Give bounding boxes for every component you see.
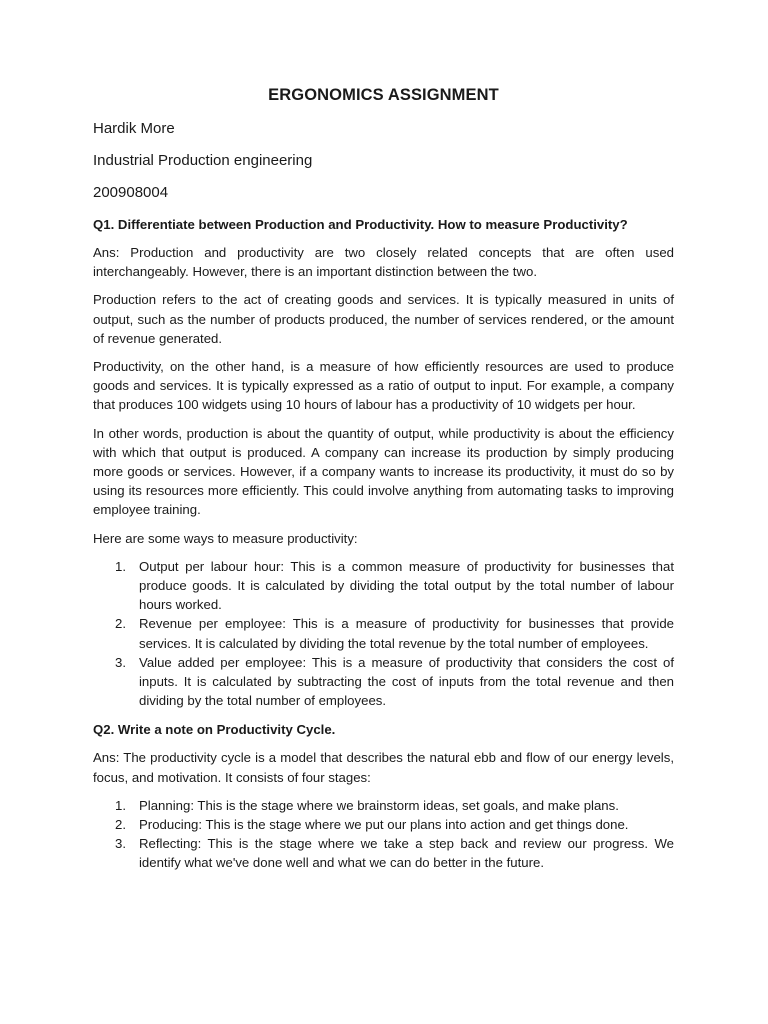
list-item: [93, 653, 674, 711]
q2-answer-paragraph: Ans: The productivity cycle is a model that describes the natural ebb and flow of our energy levels, focus, and motivation. It consists of four stages:: [93, 750, 674, 785]
document-title: ERGONOMICS ASSIGNMENT: [268, 86, 499, 104]
q1-measure-intro: Here are some ways to measure productivity:: [93, 530, 358, 546]
question-2-heading: Q2. Write a note on Productivity Cycle.: [93, 722, 336, 738]
list-item: [93, 815, 674, 834]
list-item-text: Value added per employee: This is a measure of productivity that considers the cost of inputs. It is calculated by subtracting the cost of inputs from the total revenue and then dividing by the total number of employees.: [139, 654, 674, 709]
roll-number: 200908004: [93, 184, 169, 201]
author-name: Hardik More: [93, 120, 175, 137]
q1-productivity-paragraph: Productivity, on the other hand, is a measure of how efficiently resources are used to produce goods and services. It is typically expressed as a ratio of output to input. For example, a company that produces 100 widgets using 10 hours of labour has a productivity of 10 widgets per hour.: [93, 359, 674, 413]
list-item-text: Planning: This is the stage where we brainstorm ideas, set goals, and make plans.: [139, 797, 619, 813]
list-number: 3.: [115, 654, 126, 670]
list-item: [93, 834, 674, 872]
list-number: 2.: [115, 616, 126, 632]
list-item-text: Reflecting: This is the stage where we take a step back and review our progress. We identify what we've done well and what we can do better in the future.: [139, 836, 674, 871]
list-item: [93, 557, 674, 615]
question-1-heading: Q1. Differentiate between Production and Productivity. How to measure Productivity?: [93, 217, 628, 232]
department-name: Industrial Production engineering: [93, 152, 313, 169]
q2-stages-list: [93, 796, 674, 873]
list-number: 3.: [115, 836, 126, 852]
q1-comparison-paragraph: In other words, production is about the quantity of output, while productivity is about the efficiency with which that output is produced. A company can increase its production by simply producing more goods or services. However, if a company wants to increase its productivity, it must do so by using its resources more efficiently. This could involve anything from automating tasks to improving employee training.: [93, 425, 674, 518]
list-number: 1.: [115, 558, 126, 574]
q1-measures-list: [93, 557, 674, 711]
list-item-text: Output per labour hour: This is a common measure of productivity for businesses that produce goods. It is calculated by dividing the total output by the total number of labour hours worked.: [139, 558, 674, 613]
list-item-text: Producing: This is the stage where we put our plans into action and get things done.: [139, 817, 629, 833]
list-number: 1.: [115, 797, 126, 813]
list-item: [93, 614, 674, 652]
list-item-text: Revenue per employee: This is a measure of productivity for businesses that provide services. It is calculated by dividing the total revenue by the total number of employees.: [139, 616, 674, 651]
q1-answer-paragraph: Ans: Production and productivity are two closely related concepts that are often used interchangeably. However, there is an important distinction between the two.: [93, 245, 674, 280]
list-number: 2.: [115, 817, 126, 833]
list-item: [93, 796, 674, 815]
q1-production-paragraph: Production refers to the act of creating goods and services. It is typically measured in units of output, such as the number of products produced, the number of services rendered, or the amount of revenue generated.: [93, 292, 674, 346]
